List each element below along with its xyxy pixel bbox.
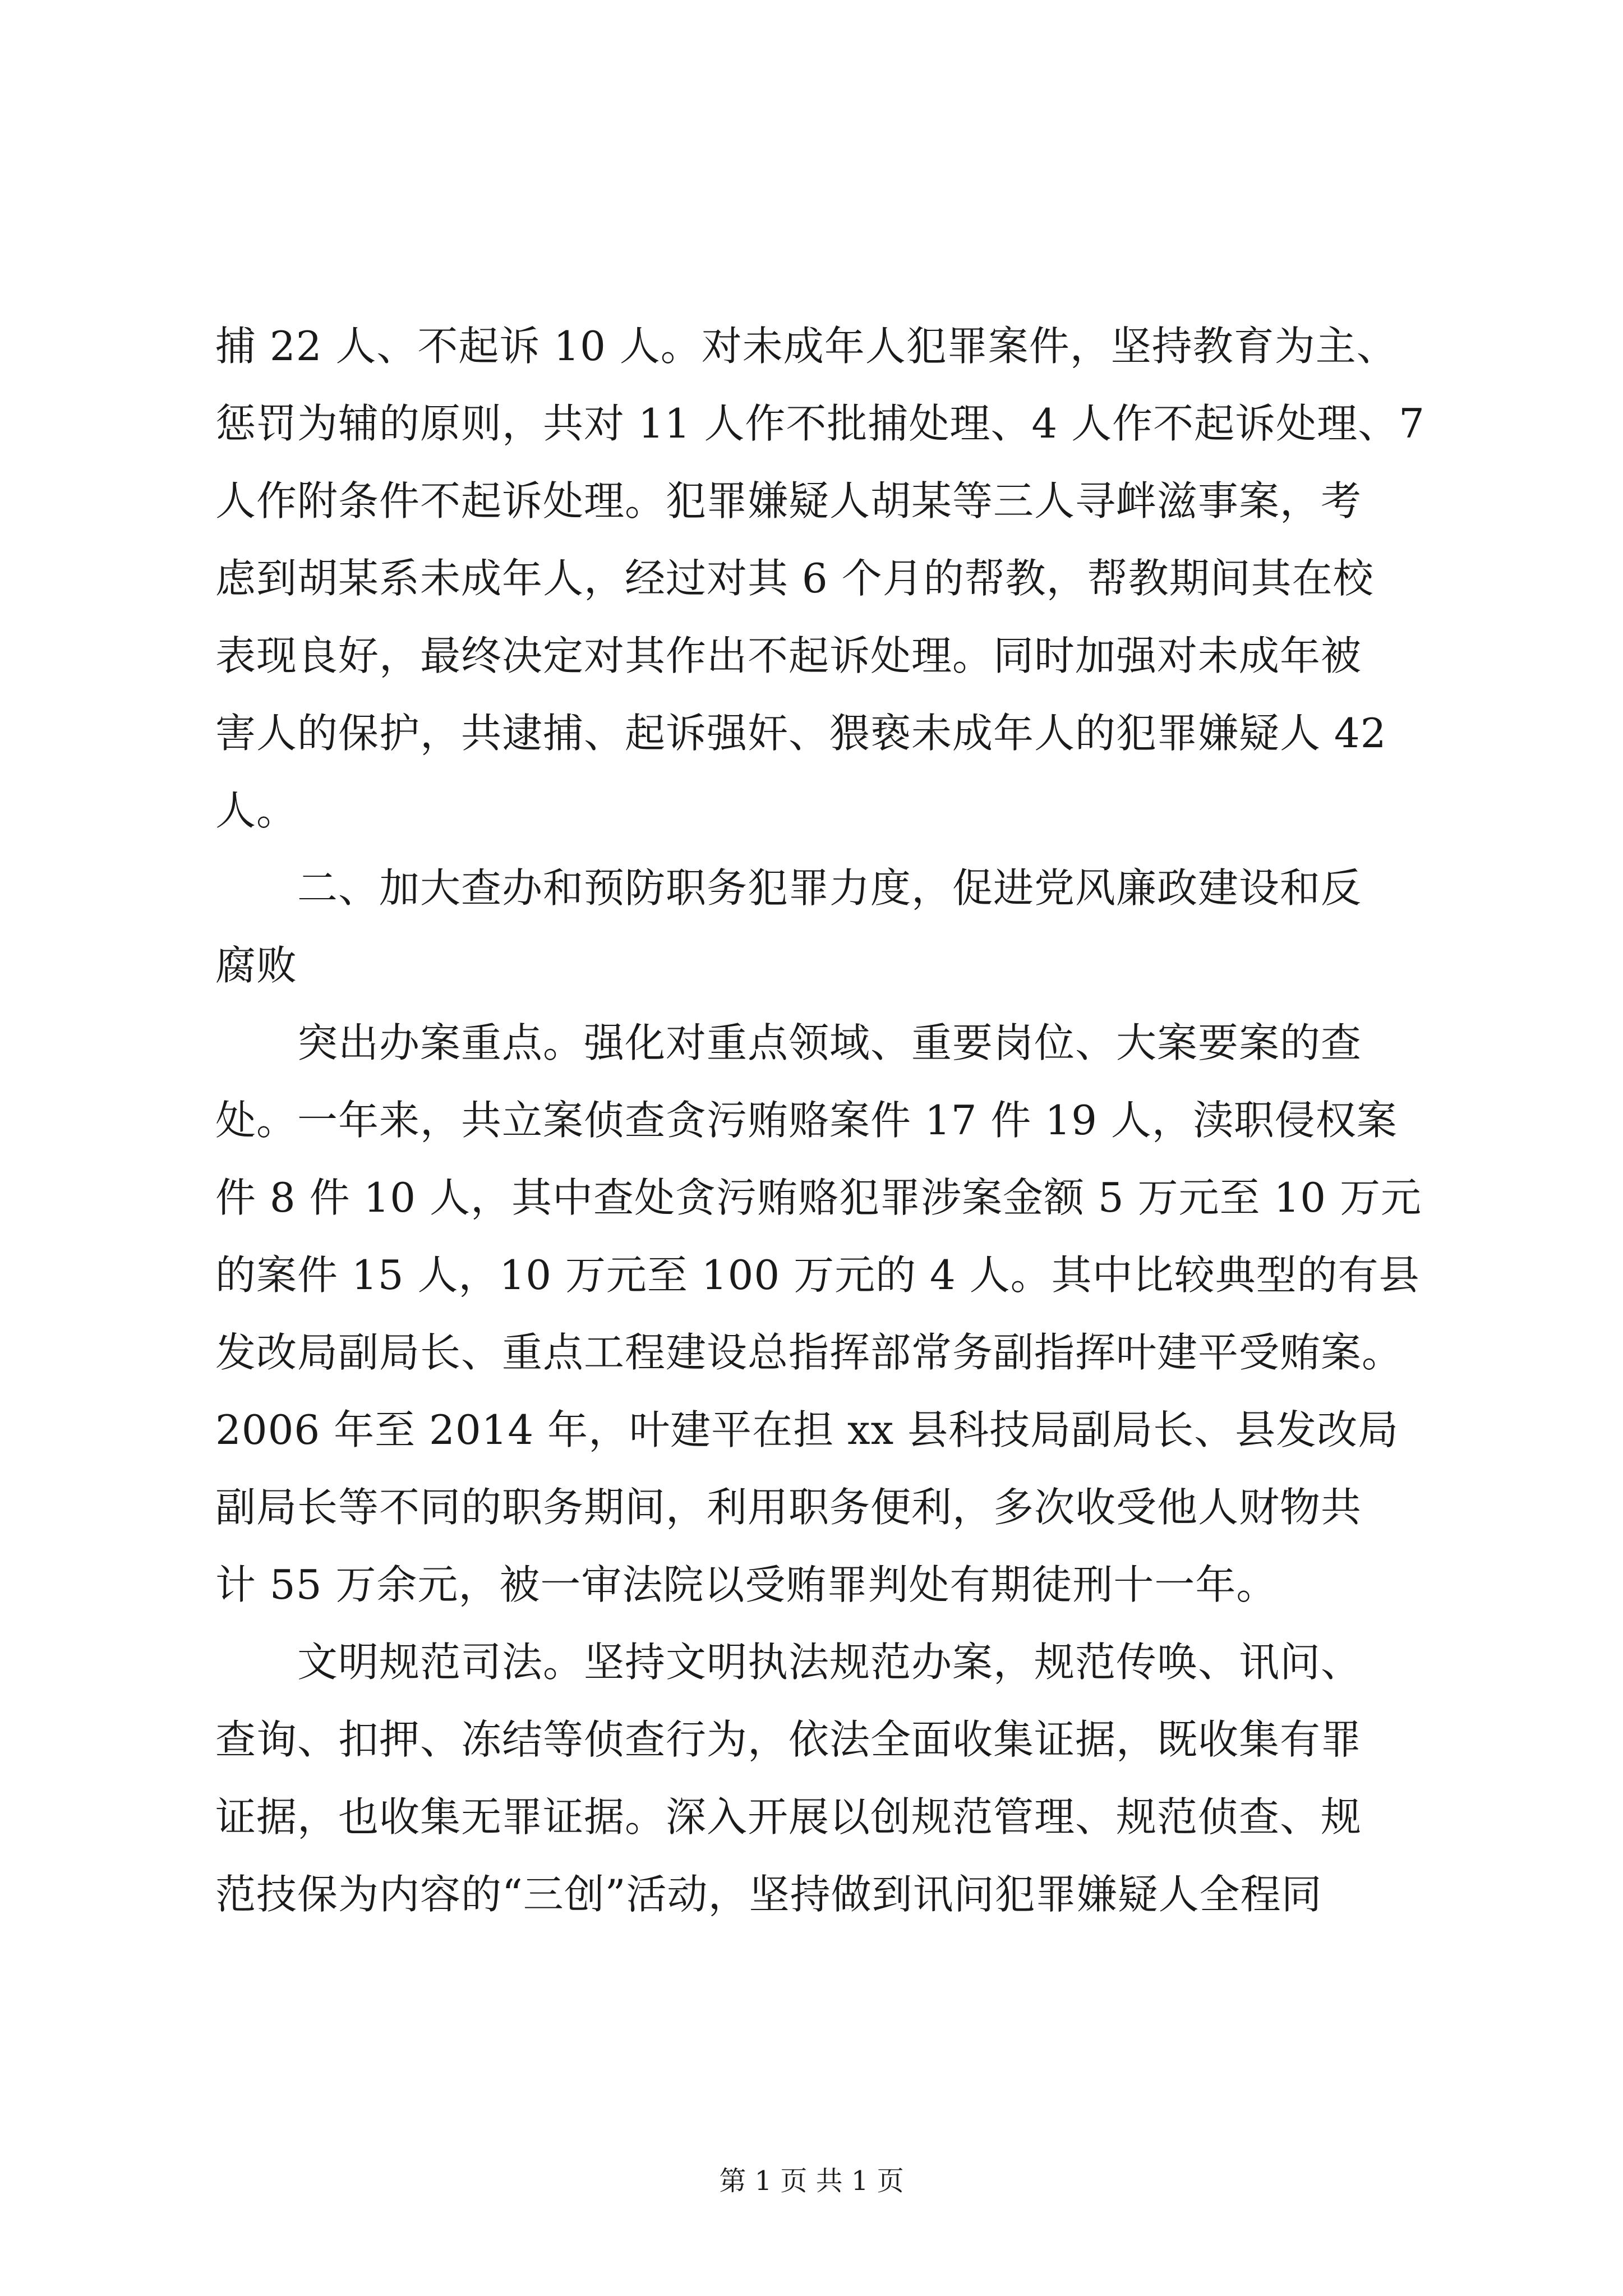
text-line: 突出办案重点。强化对重点领域、重要岗位、大案要案的查	[215, 1019, 1362, 1066]
text-line: 2006 年至 2014 年，叶建平在担 xx 县科技局副局长、县发改局	[215, 1406, 1399, 1453]
section-heading-line: 腐败	[215, 942, 298, 989]
text-line: 人。	[215, 787, 298, 834]
text-line: 计 55 万余元，被一审法院以受贿罪判处有期徒刑十一年。	[215, 1561, 1278, 1608]
text-line: 证据，也收集无罪证据。深入开展以创规范管理、规范侦查、规	[215, 1793, 1362, 1841]
text-line: 表现良好，最终决定对其作出不起诉处理。同时加强对未成年被	[215, 632, 1362, 679]
text-line: 查询、扣押、冻结等侦查行为，依法全面收集证据，既收集有罪	[215, 1716, 1362, 1763]
text-line: 副局长等不同的职务期间，利用职务便利，多次收受他人财物共	[215, 1484, 1362, 1531]
text-line: 处。一年来，共立案侦查贪污贿赂案件 17 件 19 人，渎职侵权案	[215, 1097, 1398, 1144]
text-line: 害人的保护，共逮捕、起诉强奸、猥亵未成年人的犯罪嫌疑人 42	[215, 710, 1387, 757]
text-line: 的案件 15 人，10 万元至 100 万元的 4 人。其中比较典型的有县	[215, 1251, 1420, 1299]
text-line: 文明规范司法。坚持文明执法规范办案，规范传唤、讯问、	[215, 1639, 1362, 1686]
text-line: 人作附条件不起诉处理。犯罪嫌疑人胡某等三人寻衅滋事案，考	[215, 477, 1362, 524]
text-line: 件 8 件 10 人，其中查处贪污贿赂犯罪涉案金额 5 万元至 10 万元	[215, 1174, 1422, 1221]
text-line: 范技保为内容的“三创”活动，坚持做到讯问犯罪嫌疑人全程同	[215, 1871, 1322, 1918]
text-line: 发改局副局长、重点工程建设总指挥部常务副指挥叶建平受贿案。	[215, 1329, 1403, 1376]
section-heading-line: 二、加大查办和预防职务犯罪力度，促进党风廉政建设和反	[215, 864, 1362, 912]
document-body	[215, 307, 1460, 1933]
page-number-footer: 第 1 页 共 1 页	[719, 2165, 904, 2197]
text-line: 捕 22 人、不起诉 10 人。对未成年人犯罪案件，坚持教育为主、	[215, 323, 1398, 370]
text-line: 惩罚为辅的原则，共对 11 人作不批捕处理、4 人作不起诉处理、7	[215, 400, 1425, 447]
text-line: 虑到胡某系未成年人，经过对其 6 个月的帮教，帮教期间其在校	[215, 555, 1374, 602]
